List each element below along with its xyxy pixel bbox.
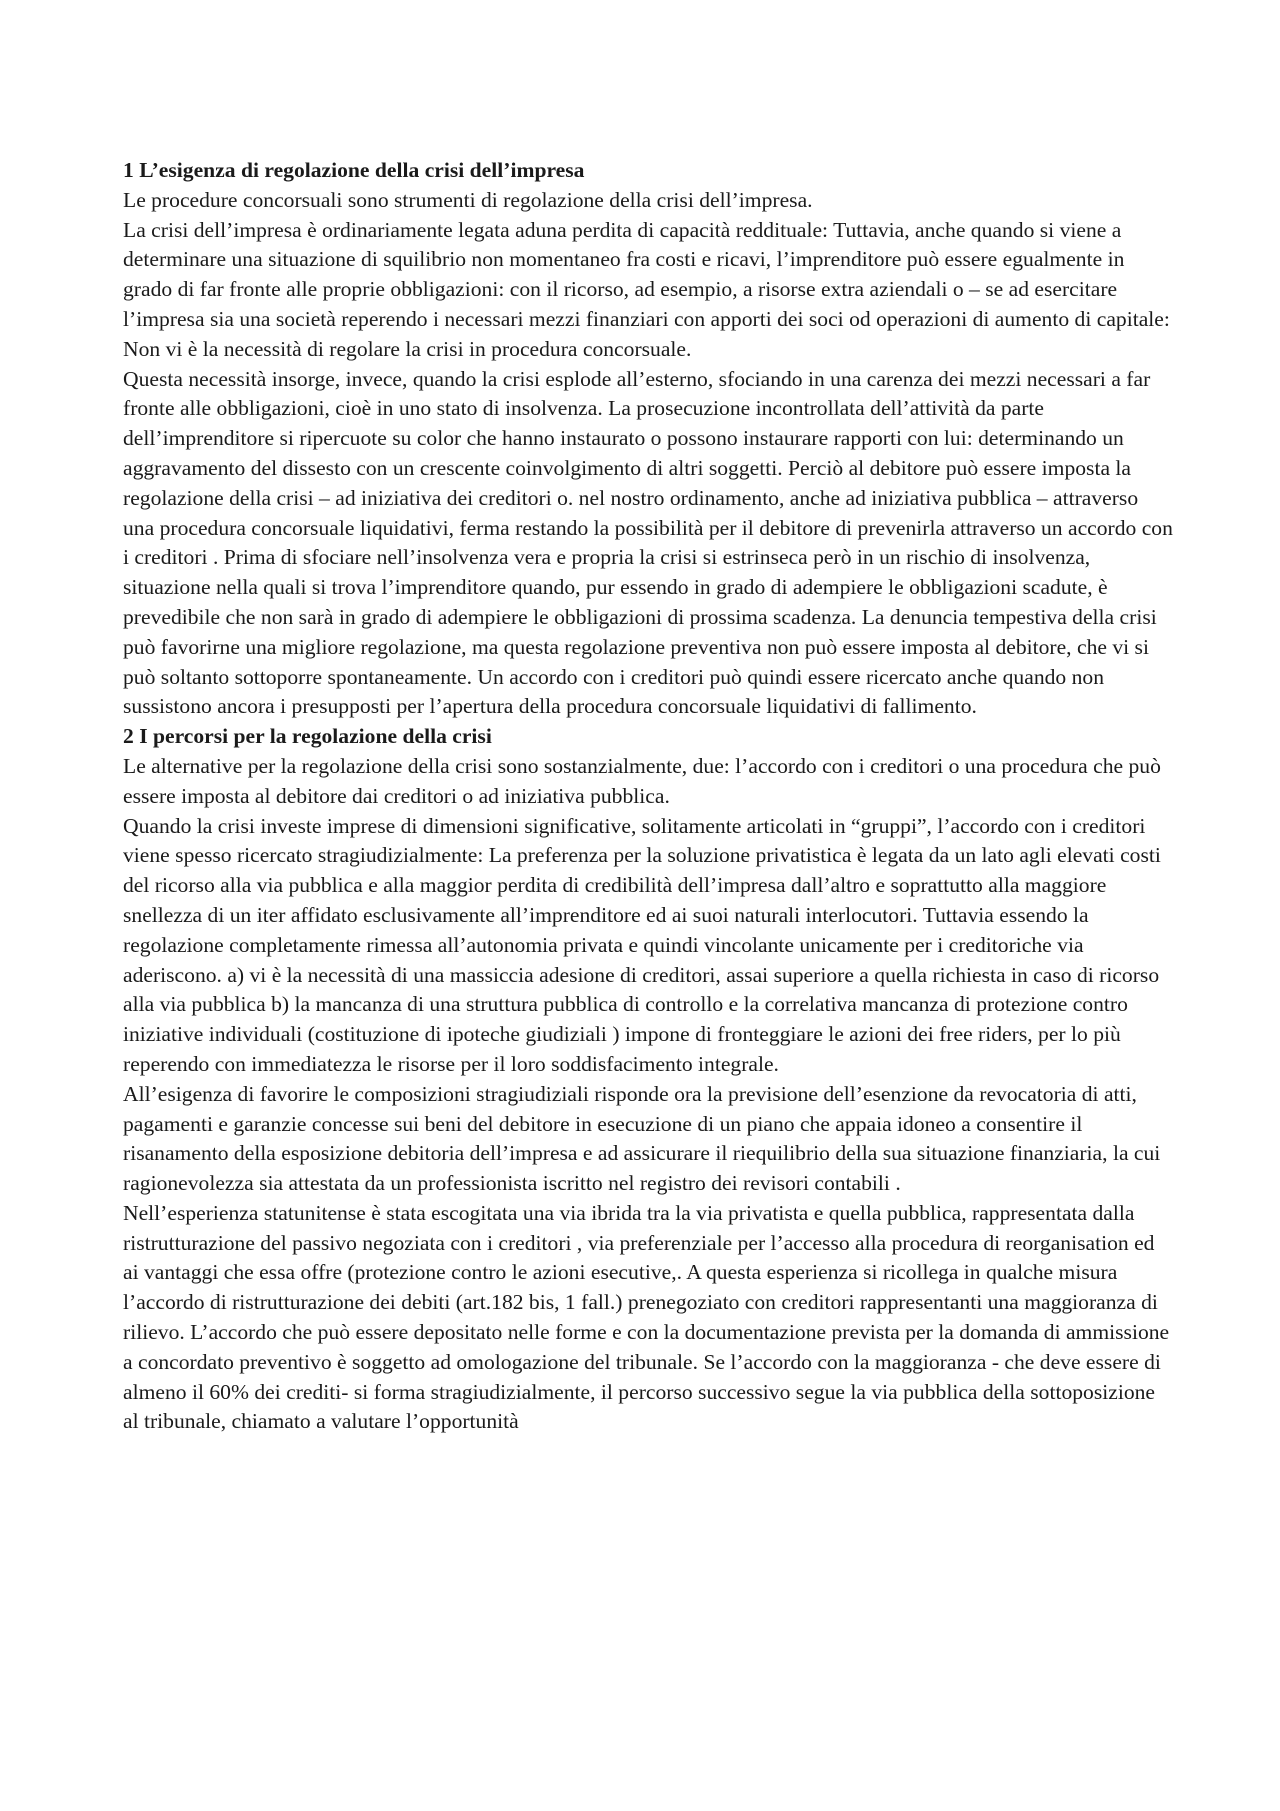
paragraph: All’esigenza di favorire le composizioni stragiudiziali risponde ora la previsione dell’esenzione da revocatoria di atti, pagamenti e garanzie concesse sui beni del debitore in esecuzione di un piano che appaia idoneo a consentire il risanamento della esposizione debitoria dell’impresa e ad assicurare il riequilibrio della sua situazione finanziaria, la cui ragionevolezza sia attestata da un professionista iscritto nel registro dei revisori contabili .	[123, 1081, 1161, 1196]
paragraph: Le procedure concorsuali sono strumenti di regolazione della crisi dell’impresa.	[123, 187, 813, 212]
section-2	[123, 722, 1173, 1437]
paragraph: Quando la crisi investe imprese di dimensioni significative, solitamente articolati in “gruppi”, l’accordo con i creditori viene spesso ricercato stragiudizialmente: La preferenza per la soluzione privatistica è legata da un lato agli elevati costi del ricorso alla via pubblica e alla maggior perdita di credibilità dell’impresa dall’altro e soprattutto alla maggiore snellezza di un iter affidato esclusivamente all’imprenditore ed ai suoi naturali interlocutori. Tuttavia essendo la regolazione completamente rimessa all’autonomia privata e quindi vincolante unicamente per i creditoriche via aderiscono. a) vi è la necessità di una massiccia adesione di creditori, assai superiore a quella richiesta in caso di ricorso alla via pubblica b) la mancanza di una struttura pubblica di controllo e la correlativa mancanza di protezione contro iniziative individuali (costituzione di ipoteche giudiziali ) impone di fronteggiare le azioni dei free riders, per lo più reperendo con immediatezza le risorse per il loro soddisfacimento integrale.	[123, 813, 1161, 1076]
section-heading: 2 I percorsi per la regolazione della crisi	[123, 724, 492, 749]
paragraph: La crisi dell’impresa è ordinariamente legata aduna perdita di capacità reddituale: Tuttavia, anche quando si viene a determinare una situazione di squilibrio non momentaneo fra costi e ricavi, l’imprenditore può essere egualmente in grado di far fronte alle proprie obbligazioni: con il ricorso, ad esempio, a risorse extra aziendali o – se ad esercitare l’impresa sia una società reperendo i necessari mezzi finanziari con apporti dei soci od operazioni di aumento di capitale: Non vi è la necessità di regolare la crisi in procedura concorsuale.	[123, 217, 1170, 361]
section-heading: 1 L’esigenza di regolazione della crisi dell’impresa	[123, 158, 585, 182]
paragraph: Le alternative per la regolazione della crisi sono sostanzialmente, due: l’accordo con i creditori o una procedura che può essere imposta al debitore dai creditori o ad iniziativa pubblica.	[123, 753, 1161, 808]
paragraph: Nell’esperienza statunitense è stata escogitata una via ibrida tra la via privatista e quella pubblica, rappresentata dalla ristrutturazione del passivo negoziata con i creditori , via preferenziale per l’accesso alla procedura di reorganisation ed ai vantaggi che essa offre (protezione contro le azioni esecutive,. A questa esperienza si ricollega in qualche misura l’accordo di ristrutturazione dei debiti (art.182 bis, 1 fall.) prenegoziato con creditori rappresentanti una maggioranza di rilievo. L’accordo che può essere depositato nelle forme e con la documentazione prevista per la domanda di ammissione a concordato preventivo è soggetto ad omologazione del tribunale. Se l’accordo con la maggioranza - che deve essere di almeno il 60% dei crediti- si forma stragiudizialmente, il percorso successivo segue la via pubblica della sottoposizione al tribunale, chiamato a valutare l’opportunità	[123, 1200, 1170, 1434]
paragraph: Questa necessità insorge, invece, quando la crisi esplode all’esterno, sfociando in una carenza dei mezzi necessari a far fronte alle obbligazioni, cioè in uno stato di insolvenza. La prosecuzione incontrollata dell’attività da parte dell’imprenditore si ripercuote su color che hanno instaurato o possono instaurare rapporti con lui: determinando un aggravamento del dissesto con un crescente coinvolgimento di altri soggetti. Perciò al debitore può essere imposta la regolazione della crisi – ad iniziativa dei creditori o. nel nostro ordinamento, anche ad iniziativa pubblica – attraverso una procedura concorsuale liquidativi, ferma restando la possibilità per il debitore di prevenirla attraverso un accordo con i creditori . Prima di sfociare nell’insolvenza vera e propria la crisi si estrinseca però in un rischio di insolvenza, situazione nella quali si trova l’imprenditore quando, pur essendo in grado di adempiere le obbligazioni scadute, è prevedibile che non sarà in grado di adempiere le obbligazioni di prossima scadenza. La denuncia tempestiva della crisi può favorirne una migliore regolazione, ma questa regolazione preventiva non può essere imposta al debitore, che vi si può soltanto sottoporre spontaneamente. Un accordo con i creditori può quindi essere ricercato anche quando non sussistono ancora i presupposti per l’apertura della procedura concorsuale liquidativi di fallimento.	[123, 366, 1173, 719]
document-page	[123, 156, 1173, 1437]
section-1	[123, 156, 1173, 722]
